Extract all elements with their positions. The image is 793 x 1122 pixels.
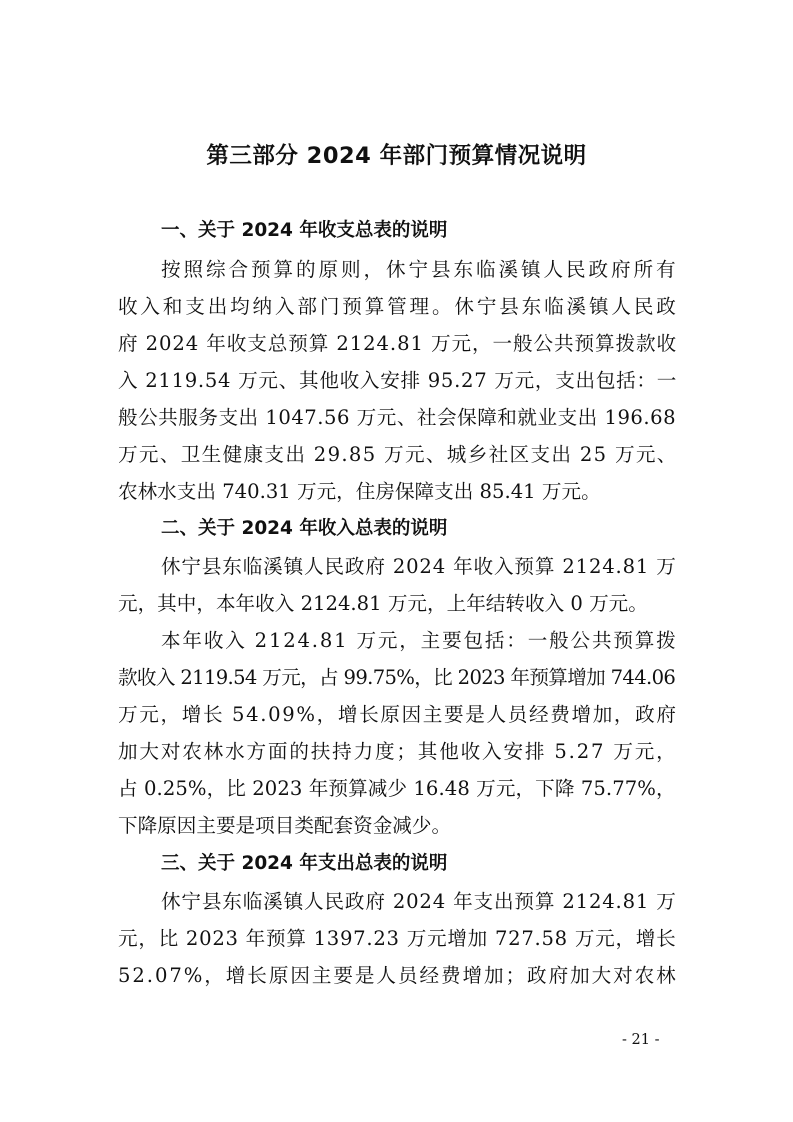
body-line: 般公共服务支出 1047.56 万元、社会保障和就业支出 196.68 [118,406,677,429]
body-line: 入 2119.54 万元、其他收入安排 95.27 万元，支出包括：一 [118,369,678,392]
body-line: 按照综合预算的原则，休宁县东临溪镇人民政府所有 [161,258,679,281]
section-heading: 三、关于 2024 年支出总表的说明 [161,853,448,874]
body-line: 加大对农林水方面的扶持力度；其他收入安排 5.27 万元， [118,740,678,763]
body-line: 收入和支出均纳入部门预算管理。休宁县东临溪镇人民政 [118,295,679,318]
body-line: 府 2024 年收支总预算 2124.81 万元，一般公共预算拨款收 [118,332,677,355]
section-heading: 二、关于 2024 年收入总表的说明 [161,518,448,539]
body-line: 休宁县东临溪镇人民政府 2024 年支出预算 2124.81 万 [161,890,677,913]
body-line: 万元，增长 54.09%，增长原因主要是人员经费增加，政府 [118,703,678,726]
body-line: 占 0.25%，比 2023 年预算减少 16.48 万元，下降 75.77%， [118,777,676,800]
page-title: 第三部分 2024 年部门预算情况说明 [206,143,587,169]
page-number: - 21 - [622,1032,660,1048]
body-line: 元，比 2023 年预算 1397.23 万元增加 727.58 万元，增长 [118,927,677,950]
body-line: 元，其中，本年收入 2124.81 万元，上年结转收入 0 万元。 [118,592,648,615]
section-heading: 一、关于 2024 年收支总表的说明 [161,220,448,241]
body-line: 下降原因主要是项目类配套资金减少。 [118,814,452,837]
body-line: 52.07%，增长原因主要是人员经费增加；政府加大对农林 [118,964,678,987]
body-line: 款收入 2119.54 万元，占 99.75%，比 2023 年预算增加 744.06 [118,666,676,689]
body-line: 本年收入 2124.81 万元，主要包括：一般公共预算拨 [161,629,678,652]
body-line: 万元、卫生健康支出 29.85 万元、城乡社区支出 25 万元、 [118,443,678,466]
body-line: 休宁县东临溪镇人民政府 2024 年收入预算 2124.81 万 [161,555,677,578]
body-line: 农林水支出 740.31 万元，住房保障支出 85.41 万元。 [118,480,601,503]
